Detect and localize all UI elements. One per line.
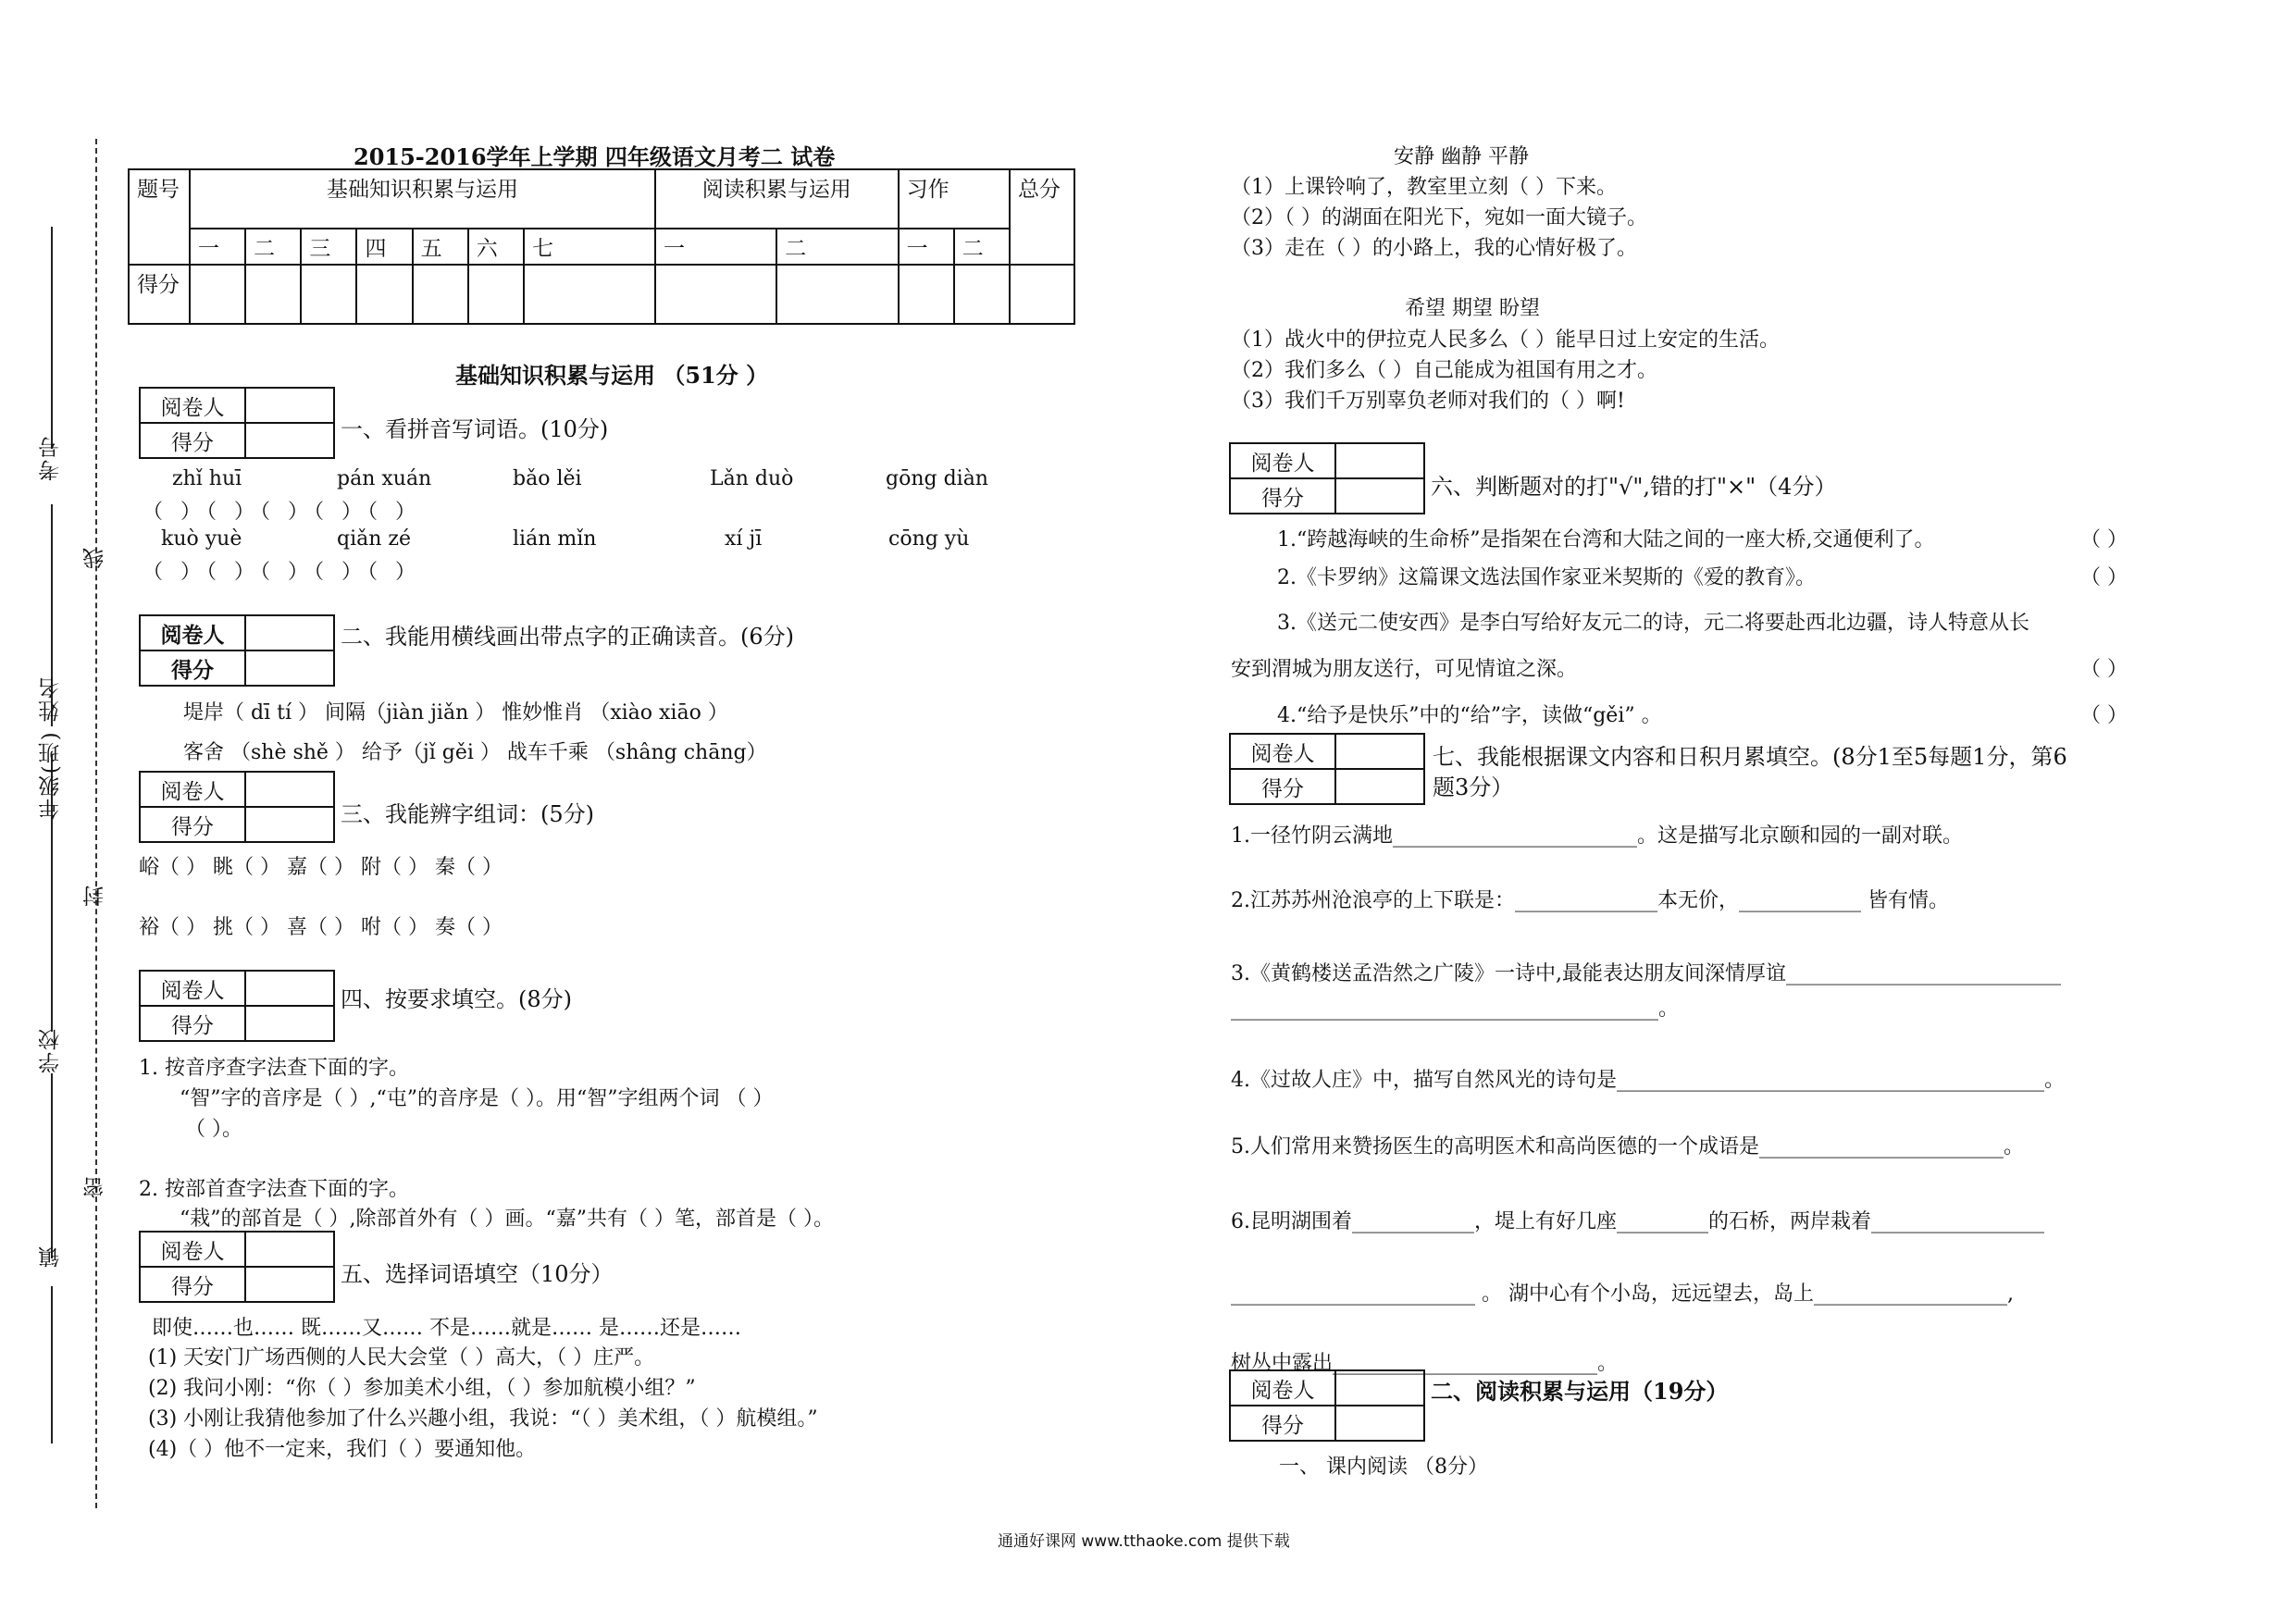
score-col: 一: [655, 229, 776, 265]
binding-label-school: 学校: [39, 1027, 63, 1073]
q2-title: 二、我能用横线画出带点字的正确读音。(6分): [341, 624, 794, 650]
q1-pinyin: xí jī: [725, 527, 763, 551]
binding-label-town: 镇: [39, 1245, 63, 1268]
q7-item[interactable]: 4.《过故人庄》中，描写自然风光的诗句是__________________________________________。: [1231, 1069, 2065, 1092]
q5-title: 五、选择词语填空（10分）: [341, 1261, 614, 1287]
q5-sentence[interactable]: (1) 天安门广场西侧的人民大会堂（ ）高大，（ ）庄严。: [148, 1346, 655, 1369]
q7-item[interactable]: __________________________________________。: [1231, 997, 1680, 1021]
score-col: 六: [468, 229, 524, 265]
score-col: 三: [301, 229, 356, 265]
grader-box-q2: [139, 614, 335, 687]
grader-cell[interactable]: [245, 388, 334, 423]
footer-source: 通通好课网 www.tthaoke.com 提供下载: [998, 1532, 1290, 1551]
score-col: 二: [954, 229, 1010, 265]
q7-item[interactable]: 1.一径竹阴云满地________________________。这是描写北京颐和园的一副对联。: [1231, 824, 1963, 848]
grader-cell[interactable]: [245, 615, 334, 650]
q1-pinyin: pán xuán: [337, 467, 432, 490]
q7-item[interactable]: 2.江苏苏州沧浪亭的上下联是：______________本无价，____________ 皆有情。: [1231, 889, 1949, 912]
fill-sentence[interactable]: （2）我们多么（ ）自己能成为祖国有用之才。: [1231, 359, 1657, 382]
score-cell[interactable]: [245, 1006, 334, 1041]
grader-cell[interactable]: [1335, 734, 1424, 769]
word-choices-1: 安静 幽静 平静: [1394, 145, 1529, 168]
q6-bracket[interactable]: （ ）: [2080, 528, 2128, 551]
score-cell[interactable]: [245, 807, 334, 842]
score-header-tihao: 题号: [129, 169, 190, 265]
score-cell[interactable]: [468, 265, 524, 324]
q3-line[interactable]: 峪（ ） 眺（ ） 嘉（ ） 附（ ） 秦（ ）: [139, 856, 503, 879]
q7-item[interactable]: 5.人们常用来赞扬医生的高明医术和高尚医德的一个成语是________________________。: [1231, 1135, 2024, 1158]
grader-box-sec2: [1229, 1369, 1425, 1442]
q5-sentence[interactable]: (2) 我问小刚：“你（ ）参加美术小组，（ ）参加航模小组？”: [148, 1377, 696, 1400]
q7-item[interactable]: 6.昆明湖围着____________，堤上有好几座_________的石桥，两岸栽着_________________: [1231, 1210, 2044, 1233]
score-cell[interactable]: [245, 650, 334, 686]
q1-answer-row[interactable]: （ ）（ ）（ ）（ ）（ ）: [143, 561, 421, 584]
q7-title: 七、我能根据课文内容和日积月累填空。(8分1至5每题1分，第6: [1433, 744, 2067, 770]
score-cell[interactable]: [301, 265, 356, 324]
binding-line-1: [51, 227, 53, 449]
grader-box-q1: [139, 387, 335, 459]
score-group-reading: 阅读积累与运用: [655, 169, 899, 229]
score-label: 得分: [140, 423, 245, 458]
grader-label: 阅卷人: [140, 772, 245, 807]
q6-title: 六、判断题对的打"√",错的打"×"（4分）: [1431, 474, 1837, 500]
score-header-defen: 得分: [129, 265, 190, 324]
q4-title: 四、按要求填空。(8分): [341, 986, 572, 1012]
q6-bracket[interactable]: （ ）: [2080, 566, 2128, 589]
grader-cell[interactable]: [245, 1232, 334, 1267]
q6-bracket[interactable]: （ ）: [2080, 704, 2128, 727]
q1-pinyin: cōng yù: [888, 527, 970, 551]
binding-label-seal: 封: [83, 884, 107, 907]
q3-line[interactable]: 裕（ ） 挑（ ） 喜（ ） 咐（ ） 奏（ ）: [139, 916, 503, 939]
binding-line-4: [51, 1073, 53, 1258]
q1-pinyin: gōng diàn: [886, 467, 988, 490]
score-cell[interactable]: [245, 423, 334, 458]
binding-dashed-line: [95, 139, 97, 1508]
score-label: 得分: [140, 650, 245, 686]
score-cell[interactable]: [899, 265, 954, 324]
score-col: 一: [190, 229, 245, 265]
q4-line: 2. 按部首查字法查下面的字。: [139, 1178, 409, 1201]
score-cell[interactable]: [190, 265, 245, 324]
score-header-total: 总分: [1010, 169, 1074, 265]
score-col: 五: [413, 229, 468, 265]
score-cell[interactable]: [776, 265, 898, 324]
binding-line-5: [51, 1286, 53, 1443]
q1-pinyin: qiǎn zé: [337, 527, 412, 551]
grader-label: 阅卷人: [1230, 1370, 1335, 1406]
q5-sentence[interactable]: (3) 小刚让我猜他参加了什么兴趣小组，我说：“（ ）美术组，（ ）航模组。”: [148, 1407, 818, 1431]
exam-title: 2015-2016学年上学期 四年级语文月考二 试卷: [354, 143, 836, 170]
q2-line: 堤岸（ dī tí ） 间隔（jiàn jiǎn ） 惟妙惟肖 （xiào xiāo ）: [183, 701, 728, 725]
score-col: 七: [524, 229, 655, 265]
binding-label-exam-no: 考号: [39, 435, 63, 481]
binding-label-class-name: 年级(班) 姓名: [39, 675, 63, 821]
q5-words: 即使……也…… 既……又…… 不是……就是…… 是……还是……: [152, 1317, 741, 1340]
section2-title: 二、阅读积累与运用（19分）: [1431, 1378, 1729, 1405]
q7-title: 题3分）: [1433, 774, 1514, 800]
score-col: 四: [356, 229, 412, 265]
fill-sentence[interactable]: （2）（ ）的湖面在阳光下，宛如一面大镜子。: [1231, 206, 1647, 229]
q1-pinyin: zhǐ huī: [172, 467, 242, 490]
grader-label: 阅卷人: [1230, 734, 1335, 769]
q7-item[interactable]: 树丛中露出__________________________。: [1231, 1352, 1619, 1375]
section1-title: 基础知识积累与运用 （51分 ）: [455, 362, 769, 389]
grader-cell[interactable]: [245, 971, 334, 1006]
grader-box-q3: [139, 771, 335, 843]
q1-pinyin: Lǎn duò: [710, 467, 794, 490]
grader-label: 阅卷人: [140, 1232, 245, 1267]
fill-sentence[interactable]: （3）我们千万别辜负老师对我们的（ ）啊!: [1231, 390, 1625, 413]
grader-cell[interactable]: [1335, 443, 1424, 478]
grader-label: 阅卷人: [140, 615, 245, 650]
score-col: 二: [776, 229, 898, 265]
q5-sentence[interactable]: (4)（ ）他不一定来，我们（ ）要通知他。: [148, 1438, 537, 1461]
score-group-basic: 基础知识积累与运用: [190, 169, 655, 229]
q6-item: 安到渭城为朋友送行，可见情谊之深。: [1231, 658, 1578, 681]
grader-box-q6: [1229, 442, 1425, 514]
score-cell[interactable]: [524, 265, 655, 324]
score-cell[interactable]: [245, 265, 301, 324]
score-cell[interactable]: [954, 265, 1010, 324]
q3-title: 三、我能辨字组词：(5分): [341, 801, 594, 827]
binding-label-line: 线: [83, 546, 107, 569]
q4-line[interactable]: （ ）。: [185, 1118, 242, 1141]
grader-box-q7: [1229, 733, 1425, 805]
grader-cell[interactable]: [1335, 1370, 1424, 1406]
q1-title: 一、看拼音写词语。(10分): [341, 416, 609, 442]
fill-sentence[interactable]: （1）上课铃响了，教室里立刻（ ）下来。: [1231, 176, 1617, 199]
grader-label: 阅卷人: [1230, 443, 1335, 478]
score-table: [128, 168, 1075, 325]
score-col: 一: [899, 229, 954, 265]
score-label: 得分: [140, 1267, 245, 1302]
q1-pinyin: lián mǐn: [513, 527, 597, 551]
q6-item: 3.《送元二使安西》是李白写给好友元二的诗，元二将要赴西北边疆，诗人特意从长: [1277, 612, 2029, 635]
score-col: 二: [245, 229, 301, 265]
score-label: 得分: [1230, 478, 1335, 514]
score-label: 得分: [140, 1006, 245, 1041]
q6-item: 1.“跨越海峡的生命桥”是指架在台湾和大陆之间的一座大桥,交通便利了。: [1277, 528, 1935, 551]
q2-line: 客舍 （shè shě ） 给予（jǐ gěi ） 战车千乘 （shâng chāng）: [183, 741, 767, 764]
q7-item[interactable]: ________________________ 。 湖中心有个小岛，远远望去，岛上___________________,: [1231, 1282, 2014, 1306]
q6-bracket[interactable]: （ ）: [2080, 658, 2128, 681]
score-cell[interactable]: [245, 1267, 334, 1302]
score-cell[interactable]: [1335, 769, 1424, 804]
grader-box-q5: [139, 1231, 335, 1303]
q4-line[interactable]: “智”字的音序是（ ）,“屯”的音序是（ ）。用“智”字组两个词 （ ）: [180, 1087, 774, 1110]
grader-box-q4: [139, 970, 335, 1042]
fill-sentence[interactable]: （1）战火中的伊拉克人民多么（ ）能早日过上安定的生活。: [1231, 328, 1780, 352]
q1-pinyin: bǎo lěi: [513, 467, 582, 490]
score-cell[interactable]: [1335, 478, 1424, 514]
q1-answer-row[interactable]: （ ）（ ）（ ）（ ）（ ）: [143, 501, 421, 524]
q6-item: 2.《卡罗纳》这篇课文选法国作家亚米契斯的《爱的教育》。: [1277, 566, 1816, 589]
fill-sentence[interactable]: （3）走在（ ）的小路上，我的心情好极了。: [1231, 237, 1637, 260]
score-group-writing: 习作: [899, 169, 1010, 229]
score-cell[interactable]: [655, 265, 776, 324]
grader-label: 阅卷人: [140, 971, 245, 1006]
section2-subtitle: 一、 课内阅读 （8分）: [1279, 1456, 1488, 1479]
word-choices-2: 希望 期望 盼望: [1405, 297, 1540, 320]
score-label: 得分: [140, 807, 245, 842]
binding-label-secret: 密: [83, 1175, 107, 1198]
grader-label: 阅卷人: [140, 388, 245, 423]
q4-line: 1. 按音序查字法查下面的字。: [139, 1057, 409, 1080]
q1-pinyin: kuò yuè: [161, 527, 242, 551]
score-cell[interactable]: [356, 265, 412, 324]
score-cell[interactable]: [1335, 1406, 1424, 1441]
q4-line[interactable]: “栽”的部首是（ ）,除部首外有（ ）画。“嘉”共有（ ）笔，部首是（ ）。: [180, 1208, 834, 1231]
score-label: 得分: [1230, 769, 1335, 804]
q7-item[interactable]: 3.《黄鹤楼送孟浩然之广陵》一诗中,最能表达朋友间深情厚谊___________________________: [1231, 962, 2061, 985]
score-cell[interactable]: [1010, 265, 1074, 324]
score-cell[interactable]: [413, 265, 468, 324]
q6-item: 4.“给予是快乐”中的“给”字，读做“gěi” 。: [1277, 704, 1662, 727]
grader-cell[interactable]: [245, 772, 334, 807]
score-label: 得分: [1230, 1406, 1335, 1441]
